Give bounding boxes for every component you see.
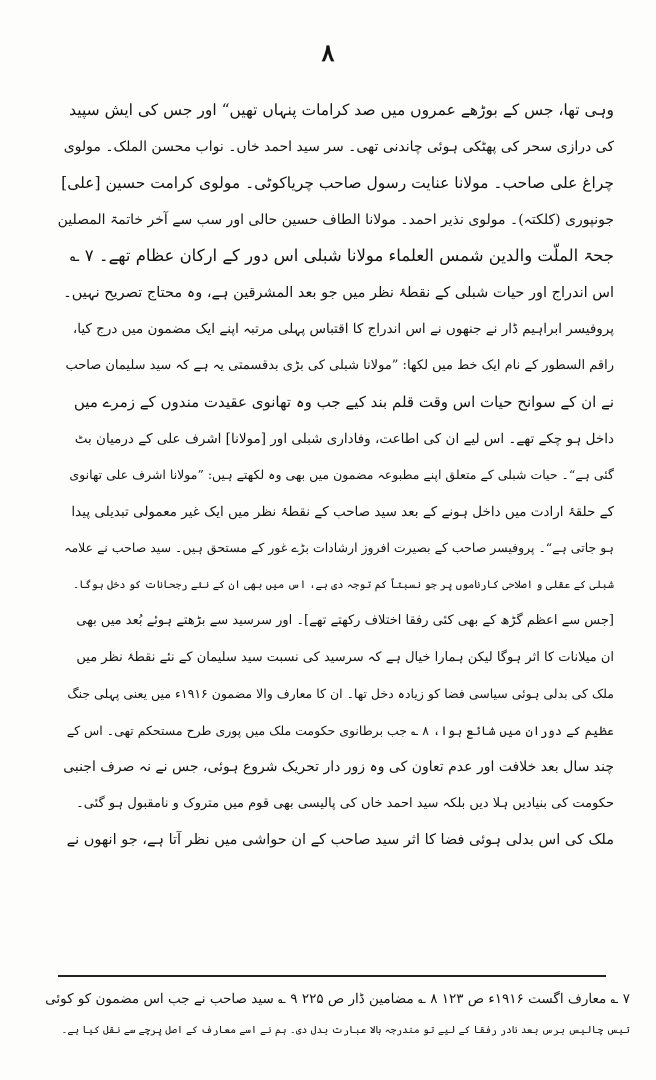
text-line: نے ان کے سوانح حیات اس وقت قلم بند کیے جب وہ تھانوی عقیدت مندوں کے زمرے میں — [73, 393, 614, 411]
footnote-line: تیس چالیس برس بعد نادر رفقا کے لیے تو مندرجہ بالا عبارت بدل دی۔ ہم نے اسے معارف کے اصل پرچے سے نقل کیا ہے۔ — [61, 1025, 630, 1036]
text-line: داخل ہو چکے تھے۔ اس لیے ان کی اطاعت، وفاداری شبلی اور [مولانا] اشرف علی کے درمیان بٹ — [74, 430, 614, 447]
text-line: شبلی کے عقلی و اصلاحی کارناموں پر جو نسبتاً کم توجہ دی ہے، اس میں بھی ان کے نئے رجحانات کو دخل ہوگا۔ — [72, 578, 614, 591]
text-line: راقم السطور کے نام ایک خط میں لکھا: ”مولانا شبلی کی بڑی بدقسمتی یہ ہے کہ سید سلیمان صاحب — [65, 357, 614, 373]
text-line: اس اندراج اور حیات شبلی کے نقطۂ نظر میں جو بعد المشرقین ہے، وہ محتاج تصریح نہیں۔ — [63, 284, 614, 301]
text-line: وہی تھا، جس کے بوڑھے عمروں میں صد کرامات پنہاں تھیں“ اور جس کی ایش سپید — [69, 101, 614, 119]
page-number: ۸ — [321, 38, 335, 67]
text-line: ہو جاتی ہے“۔ پروفیسر صاحب کے بصیرت افروز ارشادات بڑے غور کے مستحق ہیں۔ سید صاحب نے علامہ — [64, 540, 614, 555]
text-line: کی درازی سحر کی پھٹکی ہوئی چاندنی تھی۔ سر سید احمد خاں۔ نواب محسن الملک۔ مولوی — [63, 138, 614, 155]
text-line: پروفیسر ابراہیم ڈار نے جنھوں نے اس اندراج کا اقتباس پہلی مرتبہ اپنے ایک مضمون میں درج کیا، — [72, 321, 614, 337]
text-line: عظیم کے دوران میں شائع ہوا، ۸ ؎ جب برطانوی حکومت ملک میں پوری طرح مستحکم تھی۔ اس کے — [66, 722, 614, 738]
footnotes — [40, 983, 630, 1047]
footnote-line: ۷ ؎ معارف اگست ۱۹۱۶ء ص ۱۲۳ ۸ ؎ مضامین ڈار ص ۲۲۵ ۹ ؎ سید صاحب نے جب اس مضمون کو کوئی — [45, 991, 630, 1007]
text-line: [جس سے اعظم گڑھ کے بھی کئی رفقا اختلاف رکھتے تھے]۔ اور سرسید سے بڑھتے ہوئے بُعد میں بھی — [76, 613, 614, 628]
text-line: جونپوری (کلکتہ)۔ مولوی نذیر احمد۔ مولانا الطاف حسین حالی اور سب سے آخر خاتمۃ المصلین — [58, 211, 614, 228]
text-line: گئی ہے“۔ حیات شبلی کے متعلق اپنے مطبوعہ مضمون میں بھی وہ لکھتے ہیں: ”مولانا اشرف علی تھانوی — [69, 467, 614, 482]
text-line: چراغ علی صاحب۔ مولانا عنایت رسول صاحب چریاکوٹی۔ مولوی کرامت حسین [علی] — [61, 174, 614, 192]
text-line: ملک کی اس بدلی ہوئی فضا کا اثر سید صاحب کے ان حواشی میں نظر آتا ہے، جو انھوں نے — [66, 832, 614, 848]
footnote-divider — [58, 975, 606, 977]
text-line: ان میلانات کا اثر ہوگا لیکن ہمارا خیال ہے کہ سرسید کی نسبت سید سلیمان کے نئے نقطۂ نظر میں — [76, 649, 614, 665]
text-line: کے حلقۂ ارادت میں داخل ہونے کے بعد سید صاحب کے نقطۂ نظر میں ایک غیر معمولی تبدیلی پیدا — [71, 503, 614, 520]
text-line: حکومت کی بنیادیں ہلا دیں بلکہ سید احمد خاں کی پالیسی بھی قوم میں متروک و نامقبول ہو گئی۔ — [76, 795, 614, 811]
body-text — [58, 92, 614, 859]
text-line: جحۃ الملّت والدین شمس العلماء مولانا شبلی اس دور کے ارکان عظام تھے۔ ۷ ؎ — [69, 246, 614, 265]
text-line: چند سال بعد خلافت اور عدم تعاون کی وہ زور دار تحریک شروع ہوئی، جس نے نہ صرف اجنبی — [63, 759, 614, 775]
text-line: ملک کی بدلی ہوئی سیاسی فضا کو زیادہ دخل تھا۔ ان کا معارف والا مضمون ۱۹۱۶ء میں یعنی پہلی جنگ — [67, 686, 614, 701]
